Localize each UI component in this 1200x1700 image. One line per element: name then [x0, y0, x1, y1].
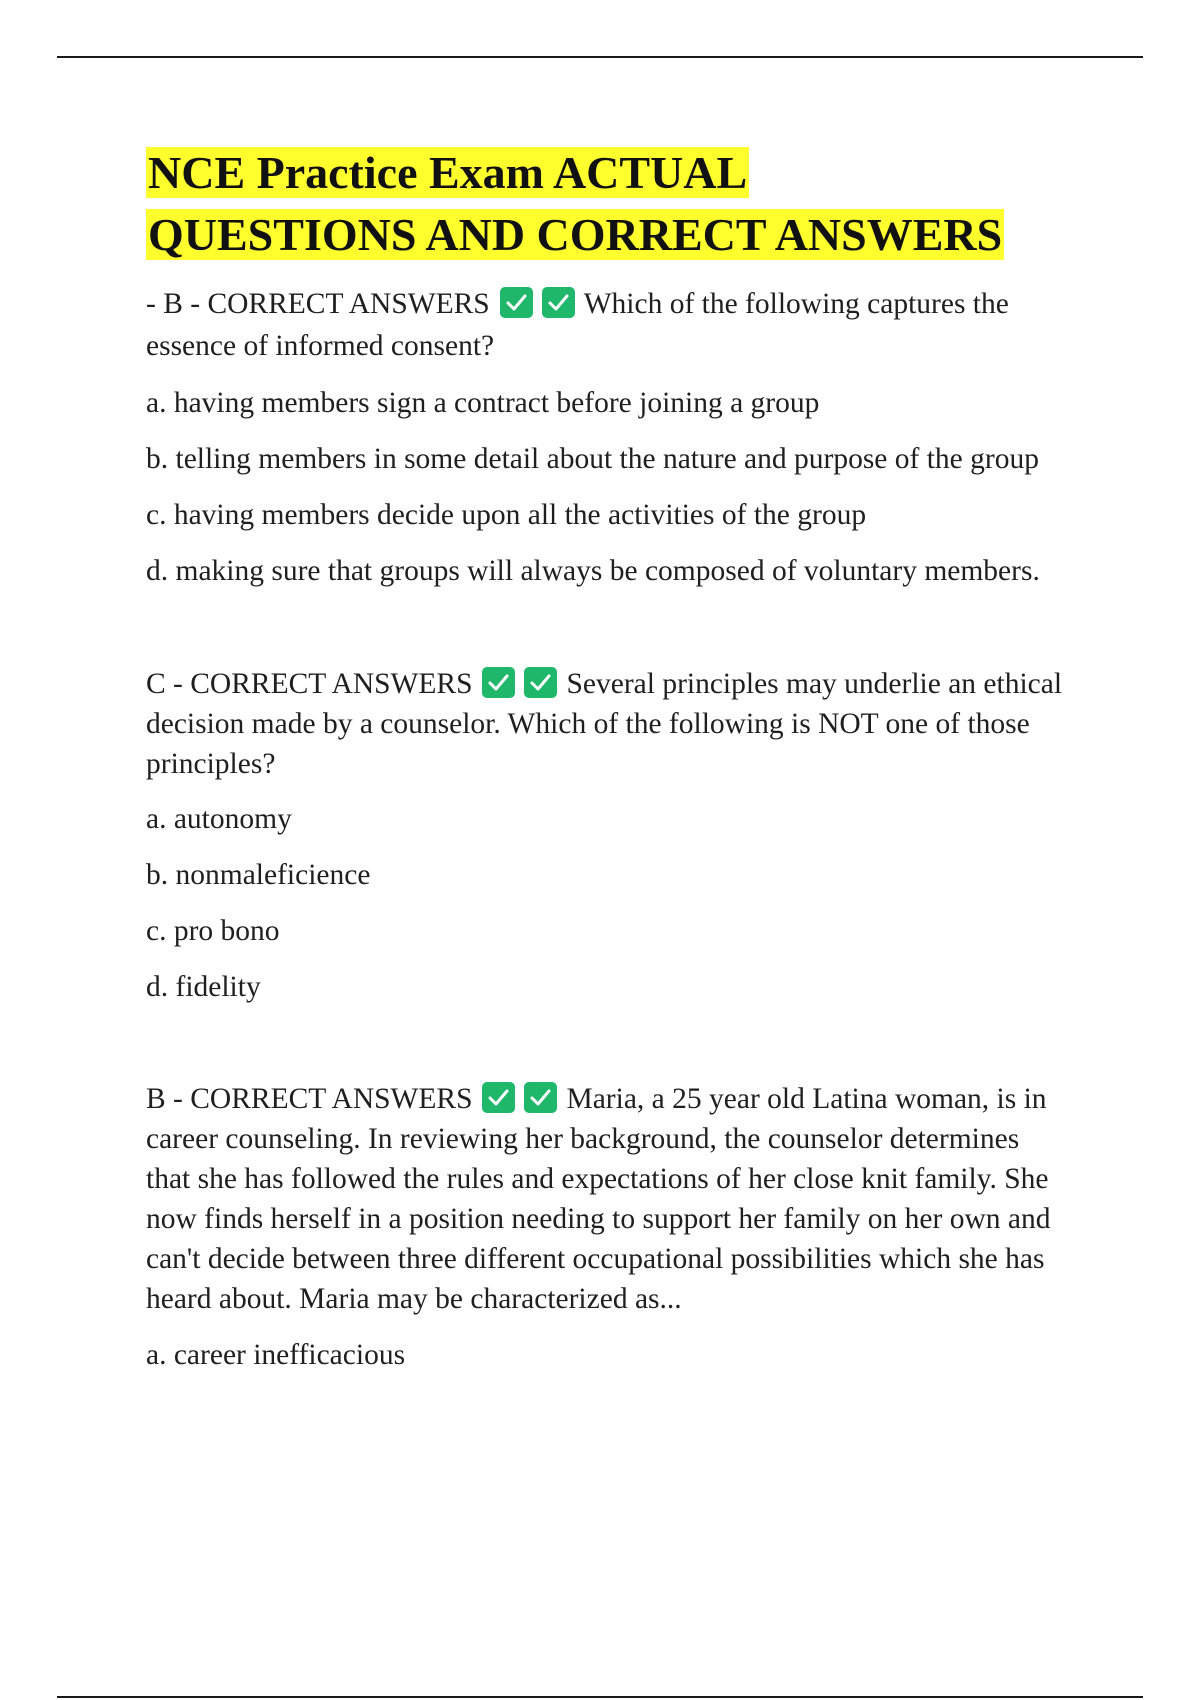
question-block [146, 1079, 1066, 1375]
title-line-1: NCE Practice Exam ACTUAL [148, 147, 748, 198]
answer-key: B - CORRECT ANSWERS [146, 1083, 473, 1115]
question-block [146, 664, 1066, 1007]
top-rule [57, 56, 1143, 58]
question-prompt: Maria, a 25 year old Latina woman, is in career counseling. In reviewing her background, the counselor determines that she has followed the rules and expectations of her close knit family. She now finds herself in a position needing to support her family on her own and can't decide between three different occupational possibilities which she has heard about. Maria may be characterized as... [146, 1083, 1051, 1315]
check-mark-icon [542, 287, 575, 318]
check-mark-icon [500, 287, 533, 318]
answer-option: c. pro bono [146, 915, 280, 947]
answer-key: - B - CORRECT ANSWERS [146, 288, 490, 320]
title-line-2: QUESTIONS AND CORRECT ANSWERS [148, 209, 1003, 260]
bottom-rule [57, 1696, 1143, 1698]
answer-option: b. telling members in some detail about the nature and purpose of the group [146, 443, 1039, 475]
answer-option: a. having members sign a contract before joining a group [146, 387, 820, 419]
check-mark-icon [482, 667, 515, 698]
check-mark-icon [524, 667, 557, 698]
answer-option: d. fidelity [146, 971, 261, 1003]
question-text [146, 664, 1066, 784]
answer-option: d. making sure that groups will always be composed of voluntary members. [146, 555, 1040, 587]
check-mark-icon [524, 1082, 557, 1113]
question-text [146, 283, 1066, 367]
check-mark-icon [482, 1082, 515, 1113]
document-body [146, 142, 1066, 1375]
question-block [146, 283, 1066, 591]
document-title [146, 142, 1066, 266]
answer-option: b. nonmaleficience [146, 859, 371, 891]
answer-option: a. career inefficacious [146, 1339, 406, 1371]
answer-option: c. having members decide upon all the activities of the group [146, 499, 867, 531]
answer-key: C - CORRECT ANSWERS [146, 668, 473, 700]
answer-option: a. autonomy [146, 803, 292, 835]
question-prompt: Several principles may underlie an ethical decision made by a counselor. Which of the following is NOT one of those principles? [146, 668, 1063, 780]
question-text [146, 1079, 1066, 1319]
question-prompt: Which of the following captures the essence of informed consent? [146, 288, 1009, 362]
